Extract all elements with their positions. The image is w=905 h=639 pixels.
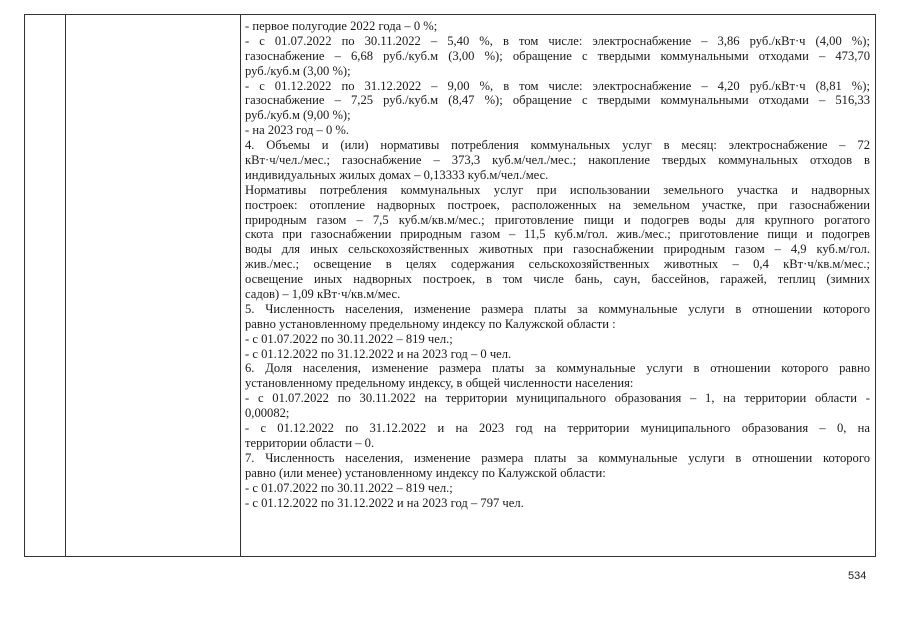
text-line: - с 01.07.2022 по 30.11.2022 – 819 чел.; (245, 331, 453, 346)
text-line: природным газом – 7,5 куб.м/кв.м/мес.; приготовление пищи и подогрев воды для крупного рогатого (245, 212, 870, 227)
text-line: индивидуальных жилых домах – 0,13333 куб.м/чел./мес. (245, 167, 549, 182)
text-line: 7. Численность населения, изменение размера платы за коммунальные услуги в отношении которого (245, 450, 870, 465)
text-line: установленному предельному индексу, в общей численности населения: (245, 376, 634, 391)
column-divider-2 (240, 15, 241, 556)
table-cell-text (245, 19, 870, 510)
text-line: равно установленному предельному индексу по Калужской области : (245, 316, 616, 331)
text-line: - с 01.07.2022 по 30.11.2022 – 5,40 %, в том числе: электроснабжение – 3,86 руб./кВт·ч (4,00 %); (245, 33, 870, 48)
text-line: воды для иных сельскохозяйственных животных при газоснабжении природным газом – 4,9 куб.м/гол. (245, 242, 870, 257)
text-line: газоснабжение – 7,25 руб./куб.м (8,47 %); обращение с твердыми коммунальными отходами – 516,33 (245, 93, 870, 108)
text-line: руб./куб.м (3,00 %); (245, 63, 351, 78)
text-line: - на 2023 год – 0 %. (245, 123, 350, 138)
text-line: построек: отопление надворных построек, расположенных на земельном участке, при газоснабжении (245, 197, 870, 212)
text-line: - с 01.12.2022 по 31.12.2022 и на 2023 год – 797 чел. (245, 495, 524, 510)
text-line: освещение иных надворных построек, в том числе бань, саун, бассейнов, гаражей, теплиц (зимних (245, 272, 870, 287)
text-line: скота при газоснабжении природным газом – 11,5 куб.м/гол. жив./мес.; приготовление пищи и подогрев (245, 227, 870, 242)
text-line: - с 01.12.2022 по 31.12.2022 и на 2023 год на территории муниципального образования – 0, на (245, 421, 870, 436)
text-line: газоснабжение – 6,68 руб./куб.м (3,00 %); обращение с твердыми коммунальными отходами – 473,70 (245, 48, 870, 63)
text-line: - с 01.12.2022 по 31.12.2022 и на 2023 год – 0 чел. (245, 346, 512, 361)
text-line: 4. Объемы и (или) нормативы потребления коммунальных услуг в месяц: электроснабжение – 72 (245, 138, 870, 153)
text-line: жив./мес.; освещение в целях содержания сельскохозяйственных животных – 0,4 кВт·ч/кв.м/мес.; (245, 257, 870, 272)
text-line: Нормативы потребления коммунальных услуг при использовании земельного участка и надворных (245, 182, 870, 197)
document-table (24, 14, 876, 557)
text-line: равно (или менее) установленному индексу по Калужской области: (245, 465, 606, 480)
text-line: руб./куб.м (9,00 %); (245, 108, 351, 123)
text-line: - с 01.07.2022 по 30.11.2022 – 819 чел.; (245, 480, 453, 495)
text-line: 5. Численность населения, изменение размера платы за коммунальные услуги в отношении которого (245, 301, 870, 316)
text-line: 6. Доля населения, изменение размера платы за коммунальные услуги в отношении которого равно (245, 361, 870, 376)
text-line: садов) – 1,09 кВт·ч/кв.м/мес. (245, 287, 401, 302)
text-line: территории области – 0. (245, 435, 375, 450)
text-line: - с 01.12.2022 по 31.12.2022 – 9,00 %, в том числе: электроснабжение – 4,20 руб./кВт·ч (8,81 %); (245, 78, 870, 93)
column-divider-1 (65, 15, 66, 556)
text-line: - первое полугодие 2022 года – 0 %; (245, 19, 438, 33)
text-line: кВт·ч/чел./мес.; газоснабжение – 373,3 куб.м/чел./мес.; накопление твердых коммунальных отходов в (245, 153, 870, 168)
text-line: - с 01.07.2022 по 30.11.2022 на территории муниципального образования – 1, на территории области - (245, 391, 870, 406)
page-number: 534 (848, 570, 867, 582)
text-line: 0,00082; (245, 406, 290, 421)
